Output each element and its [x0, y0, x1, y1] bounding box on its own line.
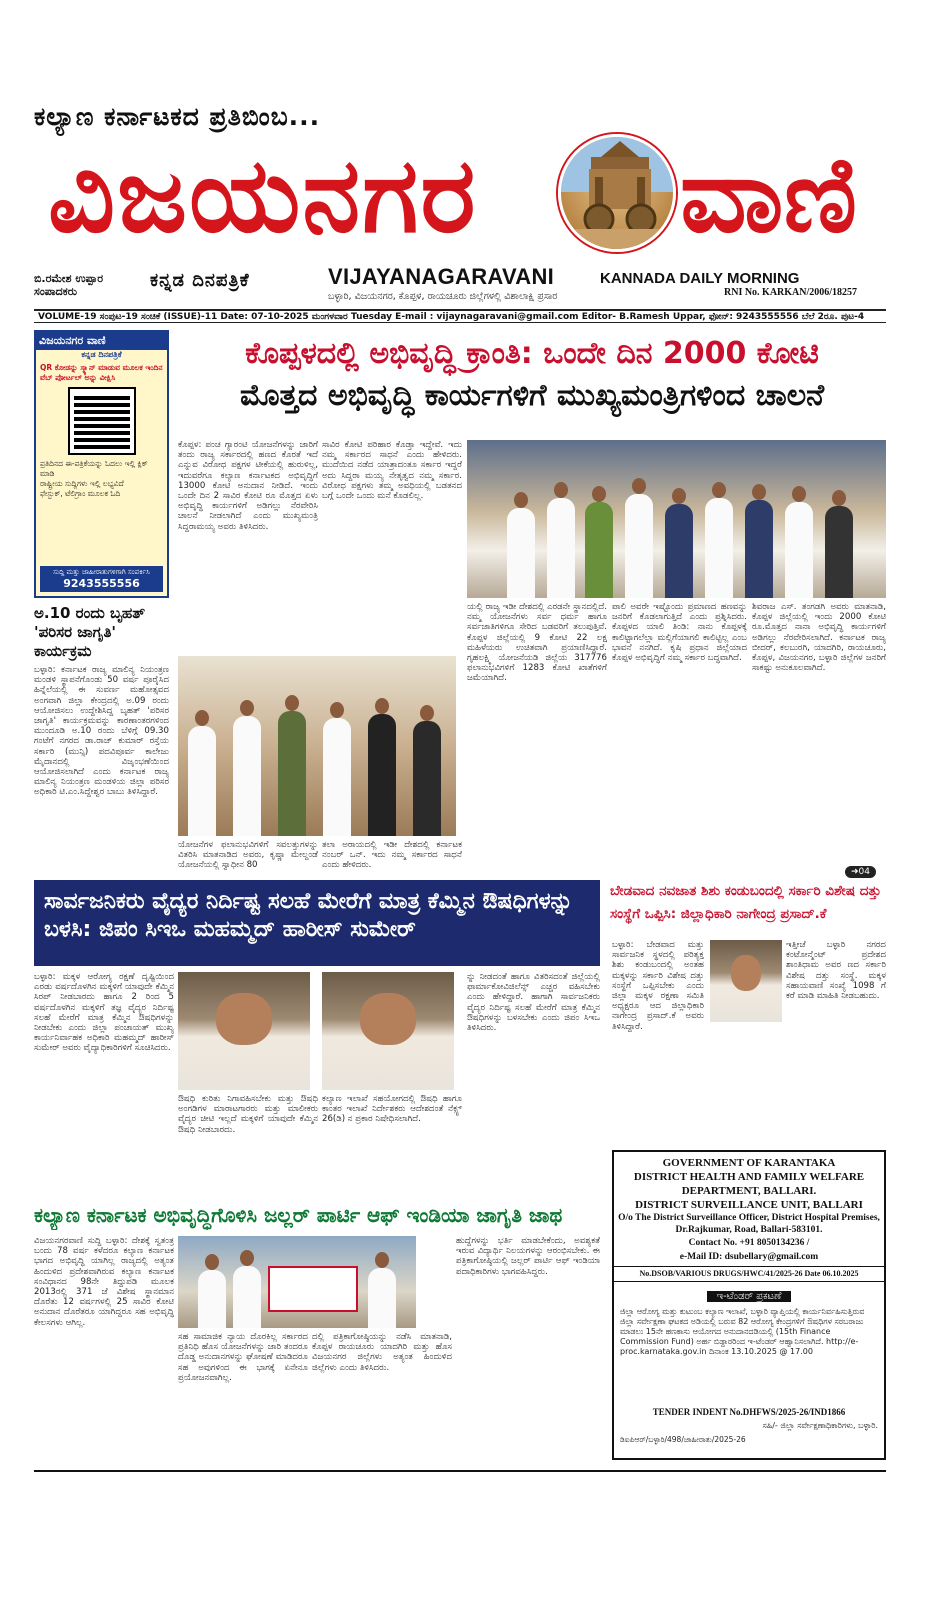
ad-sub: ಕನ್ನಡ ದಿನಪತ್ರಿಕೆ: [81, 350, 122, 359]
main-headline-line1: ಕೊಪ್ಪಳದಲ್ಲಿ ಅಭಿವೃದ್ಧಿ ಕ್ರಾಂತಿ: ಒಂದೇ ದಿನ 2000 ಕೋಟಿ: [245, 336, 819, 371]
cough-syrup-headline: ಸಾರ್ವಜನಿಕರು ವೈದ್ಯರ ನಿರ್ದಿಷ್ಟ ಸಲಹೆ ಮೇರೆಗೆ ಮಾತ್ರ ಕೆಮ್ಮಿನ ಔಷಧಿಗಳನ್ನು ಬಳಸಿ: ಜಿಪಂ ಸಿಇಒ ಮಹಮ್ಮದ್ ಹಾರೀಸ್ ಸುಮೇರ್: [34, 880, 600, 966]
ad-phone: [40, 566, 163, 592]
rally-photo: [178, 1236, 416, 1328]
notice-ref: No.DSOB/VARIOUS DRUGS/HWC/41/2025-26 Date 06.10.2025: [614, 1266, 884, 1282]
main-headline-line2: ಮೊತ್ತದ ಅಭಿವೃದ್ಧಿ ಕಾರ್ಯಗಳಿಗೆ ಮುಖ್ಯಮಂತ್ರಿಗಳಿಂದ ಚಾಲನೆ: [239, 378, 825, 413]
cough-col-1: ಬಳ್ಳಾರಿ: ಮಕ್ಕಳ ಆರೋಗ್ಯ ರಕ್ಷಣೆ ದೃಷ್ಟಿಯಿಂದ ಎರಡು ವರ್ಷದೊಳಗಿನ ಮಕ್ಕಳಿಗೆ ಯಾವುದೇ ಕೆಮ್ಮಿನ ಸಿರಪ್ ನೀಡಬಾರದು ಹಾಗೂ 2 ರಿಂದ 5 ವರ್ಷದೊಳಗಿನ ಮಕ್ಕಳಿಗೆ ತಜ್ಞ ವೈದ್ಯರ ನಿರ್ದಿಷ್ಟ ಸಲಹೆ ಮೇರೆಗೆ ಮಾತ್ರ ಕೆಮ್ಮಿನ ಔಷಧಿಗಳನ್ನು ನೀಡಬೇಕು ಎಂದು ಜಿಲ್ಲಾ ಪಂಚಾಯತ್ ಮುಖ್ಯ ಕಾರ್ಯನಿರ್ವಾಹಕ ಅಧಿಕಾರಿ ಮಹಮ್ಮದ್ ಹಾರೀಸ್ ಸುಮೇರ್ ಅವರು ವೈದ್ಯಾಧಿಕಾರಿಗಳಿಗೆ ಸೂಚಿಸಿದರು.: [34, 972, 174, 1054]
adoption-col-1: ಬಳ್ಳಾರಿ: ಬೇಡವಾದ ಮತ್ತು ಸಾರ್ವಜನಿಕ ಸ್ಥಳದಲ್ಲಿ ಪರಿತ್ಯಕ್ತ ಶಿಶು ಕಂಡುಬಂದಲ್ಲಿ ಅಂತಹ ಮಕ್ಕಳನ್ನು ಸರ್ಕಾರಿ ವಿಶೇಷ ದತ್ತು ಸಂಸ್ಥೆಗೆ ಒಪ್ಪಿಸಬೇಕು ಎಂದು ಜಿಲ್ಲಾ ಮಕ್ಕಳ ರಕ್ಷಣಾ ಸಮಿತಿ ಅಧ್ಯಕ್ಷರೂ ಆದ ಜಿಲ್ಲಾಧಿಕಾರಿ ನಾಗೇಂದ್ರ ಪ್ರಸಾದ್.ಕೆ ಅವರು ತಿಳಿಸಿದ್ದಾರೆ.: [612, 940, 704, 1032]
circulation-region: ಬಳ್ಳಾರಿ, ವಿಜಯನಗರ, ಕೊಪ್ಪಳ, ರಾಯಚೂರು ಜಿಲ್ಲೆಗಳಲ್ಲಿ ವಿಶಾಲಾಕ್ಷಿ ಪ್ರಸಾರ: [328, 291, 558, 302]
cough-col-2: ಔಷಧಿ ಕುರಿತು ನಿಗಾವಹಿಸಬೇಕು ಮತ್ತು ಔಷಧಿ ಅಂಗಡಿಗಳ ಮಾರಾಟಗಾರರು ಮತ್ತು ಮಾಲೀಕರು ವೈದ್ಯರ ಚೀಟಿ ಇಲ್ಲದೆ ಮಕ್ಕಳಿಗೆ ಯಾವುದೇ ಕೆಮ್ಮಿನ ಔಷಧಿ ನೀಡಬಾರದು.: [178, 1094, 318, 1135]
issue-info-bar: VOLUME-19 ಸಂಪುಟ-19 ಸಂಚಿಕೆ (ISSUE)-11 Date: 07-10-2025 ಮಂಗಳವಾರ Tuesday E-mail : vijaynagaravani@gmail.com Editor- B.Ramesh Uppar, ಫೋನ್: 9243555556 ಬೆಲೆ 2ರೂ. ಪುಟ-4: [34, 309, 886, 323]
ad-phone-label: ಸುದ್ದಿ ಮತ್ತು ಜಾಹೀರಾತುಗಳಿಗಾಗಿ ಸಂಪರ್ಕಿಸಿ: [53, 568, 150, 576]
promo-ad: [34, 330, 169, 598]
qr-code-icon[interactable]: [70, 389, 134, 453]
main-col-1: ಕೊಪ್ಪಳ: ಪಂಚ ಗ್ಯಾರಂಟಿ ಯೋಜನೆಗಳನ್ನು ಜಾರಿಗೆ ತಂದು ರಾಜ್ಯ ಸರ್ಕಾರದಲ್ಲಿ ಹಣದ ಕೊರತೆ ಇದೆ ಎನ್ನುವ ವಿರೋಧ ಪಕ್ಷಗಳ ಟೀಕೆಯಲ್ಲಿ ಹುರುಳಿಲ್ಲ, ಇದುವರೆಗೂ ಕಲ್ಯಾಣ ಕರ್ನಾಟಕದ ಅಭಿವೃದ್ಧಿಗೆ 13000 ಕೋಟಿ ಅನುದಾನ ನೀಡಿದೆ. ಇಂದು ಒಂದೇ ದಿನ 2 ಸಾವಿರ ಕೋಟಿ ರೂ ಮೊತ್ತದ ಏಳು ಅಭಿವೃದ್ಧಿ ಕಾರ್ಯಗಳಿಗೆ ಅಡಿಗಲ್ಲು ನೆರವೇರಿಸಿ ಚಾಲನೆ ನೀಡಲಾಗಿದೆ ಎಂದು ಮುಖ್ಯಮಂತ್ರಿ ಸಿದ್ದರಾಮಯ್ಯ ಅವರು ತಿಳಿಸಿದರು.: [178, 440, 318, 532]
footer-rule: [34, 1470, 886, 1472]
left-article-body: ಬಳ್ಳಾರಿ: ಕರ್ನಾಟಕ ರಾಜ್ಯ ಮಾಲಿನ್ಯ ನಿಯಂತ್ರಣ ಮಂಡಳಿ ಸ್ಥಾಪನೆಗೊಂಡು 50 ವರ್ಷ ಪೂರೈಸಿದ ಹಿನ್ನೆಲೆಯಲ್ಲಿ ಈ ಸುವರ್ಣ ಮಹೋತ್ಸವದ ಅಂಗವಾಗಿ ಜಿಲ್ಲಾ ಕೇಂದ್ರದಲ್ಲಿ ಅ.09 ರಂದು ಆಯೋಜಿಸಲು ಉದ್ದೇಶಿಸಿದ್ದ ಬೃಹತ್ 'ಪರಿಸರ ಜಾಗೃತಿ' ಕಾರ್ಯಕ್ರಮವನ್ನು ಕಾರಣಾಂತರಗಳಿಂದ ಮುಂದೂಡಿ ಅ.10 ರಂದು ಬೆಳಿಗ್ಗೆ 09.30 ಗಂಟೆಗೆ ನಗರದ ಡಾ.ರಾಜ್ ಕುಮಾರ್ ರಸ್ತೆಯ ಸರ್ಕಾರಿ (ಮುನ್ಸಿ) ಪದವಿಪೂರ್ವ ಕಾಲೇಜು ಮೈದಾನದಲ್ಲಿ ವಿಜೃಂಭಣೆಯಿಂದ ಆಯೋಜಿಸಲಾಗಿದೆ ಎಂದು ಕರ್ನಾಟಕ ರಾಜ್ಯ ಮಾಲಿನ್ಯ ನಿಯಂತ್ರಣ ಮಂಡಳಿಯ ಜಿಲ್ಲಾ ಪರಿಸರ ಅಧಿಕಾರಿ ಟಿ.ಎಂ.ಸಿದ್ದೇಶ್ವರ ಬಾಬು ತಿಳಿಸಿದ್ದಾರೆ.: [34, 665, 169, 798]
ad-qr-label: QR ಕೋಡನ್ನು ಸ್ಕ್ಯಾನ್ ಮಾಡುವ ಮೂಲಕ ಇಂದಿನ ವೆಬ್ ಪೋರ್ಟಲ್ ಅನ್ನು ವೀಕ್ಷಿಸಿ: [40, 363, 163, 382]
tender-notice: [612, 1150, 886, 1460]
mid-col-1: ಯೋಜನೆಗಳ ಫಲಾನುಭವಿಗಳಿಗೆ ಸವಲತ್ತುಗಳನ್ನು ವಿತರಿಸಿ ಮಾತನಾಡಿದ ಅವರು, ಕೃಷ್ಣಾ ಮೇಲ್ದಂಡೆ ಯೋಜನೆಯಲ್ಲಿ ಸ್ವಾಧೀನ 80: [178, 840, 318, 871]
paper-type: ಕನ್ನಡ ದಿನಪತ್ರಿಕೆ: [150, 270, 250, 291]
mid-col-3: ಯಲ್ಲಿ ರಾಜ್ಯ ಇಡೀ ದೇಶದಲ್ಲಿ ಎರಡನೇ ಸ್ಥಾನದಲ್ಲಿದೆ. ನಮ್ಮ ಯೋಜನೆಗಳು ಸರ್ವ ಧರ್ಮ ಹಾಗೂ ಸರ್ವಜಾತಿಗಳಿಗೂ ಸೇರಿದ ಬಡವರಿಗೆ ತಲುಪುತ್ತಿವೆ. ಕೊಪ್ಪಳ ಜಿಲ್ಲೆಯಲ್ಲಿ 9 ಕೋಟಿ 22 ಲಕ್ಷ ಮಹಿಳೆಯರು ಉಚಿತವಾಗಿ ಪ್ರಯಾಣಿಸಿದ್ದಾರೆ. ಗೃಹಲಕ್ಷ್ಮಿ ಯೋಜನೆಯಡಿ ಜಿಲ್ಲೆಯ 317776 ಫಲಾನುಭವಿಗಳಿಗೆ 1283 ಕೋಟಿ ಖಾತೆಗಳಿಗೆ ಜಮೆಯಾಗಿದೆ.: [467, 602, 607, 684]
ad-head: ವಿಜಯನಗರ ವಾಣಿ: [36, 332, 167, 350]
notice-tender: TENDER INDENT No.DHFWS/2025-26/IND1866: [652, 1407, 846, 1417]
editor-role: ಸಂಪಾದಕರು: [34, 285, 78, 298]
notice-sign: ಸಹಿ/- ಜಿಲ್ಲಾ ಸರ್ವೇಕ್ಷಣಾಧಿಕಾರಿಗಳು, ಬಳ್ಳಾರಿ.: [762, 1421, 878, 1430]
notice-contact: Contact No. +91 8050134236 /: [688, 1238, 810, 1248]
masthead-left: ವಿಜಯನಗರ: [48, 134, 478, 256]
notice-office: O/o The District Surveillance Officer, District Hospital Premises, Dr.Rajkumar, Road, Ballari-583101.: [618, 1213, 880, 1235]
infant-adoption-headline: ಬೇಡವಾದ ನವಜಾತ ಶಿಶು ಕಂಡುಬಂದಲ್ಲಿ ಸರ್ಕಾರಿ ವಿಶೇಷ ದತ್ತು ಸಂಸ್ಥೆಗೆ ಒಪ್ಪಿಸಿ: ಜಿಲ್ಲಾಧಿಕಾರಿ ನಾಗೇಂದ್ರ ಪ್ರಸಾದ್.ಕೆ: [610, 883, 882, 922]
band-col-4: ಹುದ್ದೆಗಳನ್ನು ಭರ್ತಿ ಮಾಡಬೇಕೆಂದು, ಅವಶ್ಯಕತೆ ಇರುವ ವಿದ್ಯಾರ್ಥಿ ನಿಲಯಗಳನ್ನು ಆರಂಭಿಸಬೇಕು. ಈ ಪತ್ರಿಕಾಗೋಷ್ಠಿಯಲ್ಲಿ ಜಲ್ಲರ್ ಪಾರ್ಟಿ ಆಫ್ ಇಂಡಿಯಾ ಪದಾಧಿಕಾರಿಗಳು ಭಾಗವಹಿಸಿದ್ದರು.: [456, 1236, 600, 1277]
ad-line-1: ಪ್ರತಿದಿನದ ಈ-ಪತ್ರಿಕೆಯನ್ನು ಓದಲು ಇಲ್ಲಿ ಕ್ಲಿಕ್ ಮಾಡಿ: [40, 459, 148, 478]
rni-number: RNI No. KARKAN/2006/18257: [724, 287, 858, 298]
band-col-1: ವಿಜಯನಗರವಾಣಿ ಸುದ್ದಿ ಬಳ್ಳಾರಿ: ದೇಶಕ್ಕೆ ಸ್ವತಂತ್ರ ಬಂದು 78 ವರ್ಷ ಕಳೆದರೂ ಕಲ್ಯಾಣ ಕರ್ನಾಟಕ ಭಾಗದ ಅಭಿವೃದ್ಧಿ ಯಾಗಿಲ್ಲ ರಾಜ್ಯದಲ್ಲಿ ಅತ್ಯಂತ ಹಿಂದುಳಿದ ಪ್ರದೇಶವಾಗಿರುವ ಕಲ್ಯಾಣ ಕರ್ನಾಟಕ ಸಂವಿಧಾನದ 98ನೇ ತಿದ್ದುಪಡಿ ಮೂಲಕ 2013ರಲ್ಲಿ 371 ಜೆ ವಿಶೇಷ ಸ್ಥಾನಮಾನ ದೊರೆತು 12 ವರ್ಷಗಳಲ್ಲಿ 25 ಸಾವಿರ ಕೋಟಿ ಅನುದಾನ ದೊರೆತರೂ ಯಾಗಿದ್ದರೂ ಸಹ ಅಭಿವೃದ್ಧಿ ಕೇಲಸಗಳು ಆಗಿಲ್ಲ.: [34, 1236, 174, 1328]
jalar-party-headline: ಕಲ್ಯಾಣ ಕರ್ನಾಟಕ ಅಭಿವೃದ್ಧಿಗೊಳಿಸಿ ಜಲ್ಲರ್ ಪಾರ್ಟಿ ಆಫ್ ಇಂಡಿಯಾ ಜಾಗೃತಿ ಜಾಥ: [34, 1203, 563, 1227]
mid-col-5: ಶಿವರಾಜ ಎಸ್. ತಂಗಡಗಿ ಅವರು ಮಾತನಾಡಿ, ಕೊಪ್ಪಳ ಜಿಲ್ಲೆಯಲ್ಲಿ ಇಂದು 2000 ಕೋಟಿ ರೂ.ಮೊತ್ತದ ನಾನಾ ಅಭಿವೃದ್ಧಿ ಕಾರ್ಯಗಳಿಗೆ ಅಡಿಗಲ್ಲು ನೆರವೇರಿಸಲಾಗಿದೆ. ಕರ್ನಾಟಕ ರಾಜ್ಯ ಬೀದರ್, ಕಲಬುರಗಿ, ಯಾದಗಿರಿ, ರಾಯಚೂರು, ಕೊಪ್ಪಳ, ವಿಜಯನಗರ, ಬಳ್ಳಾರಿ ಜಿಲ್ಲೆಗಳ ಜನರಿಗೆ ಸಾಕಷ್ಟು ಅನುಕೂಲವಾಗಿದೆ.: [752, 602, 886, 674]
notice-gov: GOVERNMENT OF KARANTAKA: [662, 1157, 836, 1169]
notice-unit: DISTRICT SURVEILLANCE UNIT, BALLARI: [635, 1199, 863, 1211]
left-article: [34, 604, 169, 874]
main-col-2: ಸಾವಿರ ಕೋಟಿ ಪರಿಹಾರ ಕೊಡ್ತಾ ಇದ್ದೇವೆ. ಇದು ನಮ್ಮ ಸರ್ಕಾರದ ಸಾಧನೆ ಎಂದು ಹೇಳಿದರು. ಮುದೆಯಿದ ನಡೆದ ಯಾತ್ರಾದಂತೂ ಸರ್ಕಾರ ಇದ್ದರೆ ಅದು ಸಿದ್ದರಾ ಮಯ್ಯ ನೇತೃತ್ವದ ನಮ್ಮ ಸರ್ಕಾರ. ವಿರೋಧ ಪಕ್ಷಗಳು ತಮ್ಮ ಅವಧಿಯಲ್ಲಿ ಬಡತನದ ಬಗ್ಗೆ ಒಂದೇ ಒಂದು ಮನೆ ಕೊಡಲಿಲ್ಲ.: [322, 440, 462, 502]
continued-page-badge[interactable]: ➜04: [845, 866, 876, 878]
english-title: VIJAYANAGARAVANI: [328, 264, 555, 289]
masthead-right: ವಾಣಿ: [680, 134, 858, 256]
masthead: [48, 126, 884, 264]
cough-col-3: ಕಲ್ಯಾಣ ಇಲಾಖೆ ಸಹಯೋಗದಲ್ಲಿ ಔಷಧಿ ಹಾಗೂ ಕಾಂತರ ಇಲಾಖೆ ನಿರ್ದೇಶಕರು ಆದೇಶದಂತೆ ನೆಕ್ಸ್ಟ್ 26(ಡಿ) ನ ಪ್ರಕಾರ ನಿಷೇಧಿಸಲಾಗಿದೆ.: [322, 1094, 462, 1125]
main-headline: [178, 333, 886, 417]
ad-line-2: ರಾಷ್ಟ್ರೀಯ ಸುದ್ದಿಗಳು ಇಲ್ಲಿ ಲಭ್ಯವಿದೆ: [40, 479, 124, 488]
cough-col-4: ನ್ನು ನೀಡದಂತೆ ಹಾಗೂ ವಿತರಿಸದಂತೆ ಜಿಲ್ಲೆಯಲ್ಲಿ ಫಾರ್ಮಾಕೋವಿಜಿಲೆನ್ಸ್ ಎಚ್ಚರ ವಹಿಸಬೇಕು ಎಂದು ಹೇಳಿದ್ದಾರೆ. ಹಾಗಾಗಿ ಸಾರ್ವಜನಿಕರು ವೈದ್ಯರ ನಿರ್ದಿಷ್ಟ ಸಲಹೆ ಮೇರೆಗೆ ಮಾತ್ರ ಕೆಮ್ಮಿನ ಔಷಧಿಗಳನ್ನು ಬಳಸಬೇಕು ಎಂದು ಜಿಪಂ ಸಿಇಒ ತಿಳಿಸಿದರು.: [467, 972, 600, 1034]
band-col-3: ದಲ್ಲಿ ಪತ್ರಿಕಾಗೋಷ್ಠಿಯನ್ನು ನಡೆಸಿ ಮಾತನಾಡಿ, ಕೊಪ್ಪಳ ರಾಯಚೂರು ಯಾದಗಿರಿ ಮತ್ತು ಹೊಸ ವಿಜಯನಗರ ಜಿಲ್ಲೆಗಳು ಅತ್ಯಂತ ಹಿಂದುಳಿದ ಜಿಲ್ಲೆಗಳು ಎಂದು ತಿಳಿಸಿದರು.: [312, 1332, 452, 1373]
adoption-col-2: ಇತ್ತೀಚೆ ಬಳ್ಳಾರಿ ನಗರದ ಕಂಟೋನ್ಮೆಂಟ್ ಪ್ರದೇಶದ ಶಾಂತಿಧಾಮ ಅವರ ಣದ ಸರ್ಕಾರಿ ವಿಶೇಷ ದತ್ತು ಸಂಸ್ಥೆ. ಮಕ್ಕಳ ಸಹಾಯವಾಣಿ ಸಂಖ್ಯೆ 1098 ಗೆ ಕರೆ ಮಾಡಿ ಮಾಹಿತಿ ನೀಡಬಹುದು.: [786, 940, 886, 1002]
left-article-title: ಅ.10 ರಂದು ಬೃಹತ್ 'ಪರಿಸರ ಜಾಗೃತಿ' ಕಾರ್ಯಕ್ರಮ: [34, 604, 146, 660]
main-photo: [467, 440, 886, 598]
mid-col-4: ಪಾಲಿ ಅವರೇ ಇಷ್ಟೊಂದು ಪ್ರಮಾಣದ ಹಣವನ್ನು ಜನರಿಗೆ ಕೊಡಲಾಗುತ್ತಿದೆ ಎಂದು ಪ್ರಶ್ನಿಸಿದರು. ಕೊಪ್ಪಳದ ಯಾಲಿ ತಿಂಡಿ: ನಾನು ಕೊಪ್ಪಳಕ್ಕೆ ಕಾಲಿಟ್ಟಾಗಲೆಲ್ಲಾ ಮಲ್ಲಿಗೆಯಾಗಲಿ ಕಾಲಿಟ್ಟಿಲ್ಲ ಎಂಬ ಭಾವನೆ ನನಗಿದೆ. ಕೃಷಿ ಪ್ರಧಾನ ಜಿಲ್ಲೆಯಾದ ಕೊಪ್ಪಳ ಅಭಿವೃದ್ಧಿಗೆ ನಮ್ಮ ಸರ್ಕಾರ ಬದ್ಧವಾಗಿದೆ.: [612, 602, 747, 664]
mid-col-2: ತಲಾ ಅರಾಯದಲ್ಲಿ ಇಡೀ ದೇಶದಲ್ಲಿ ಕರ್ನಾಟಕ ನಂಬರ್ ಒನ್. ಇದು ನಮ್ಮ ಸರ್ಕಾರದ ಸಾಧನೆ ಎಂದು ಹೇಳಿದರು.: [322, 840, 462, 871]
band-col-2: ಸಹ ಸಾಮಾಜಿಕ ನ್ಯಾಯ ದೊರಕಿಲ್ಲ ಸರ್ಕಾರದ ಪ್ರತಿನಿಧಿ ಹೊಸ ಯೋಜನೆಗಳನ್ನು ಜಾರಿ ತಂದರೂ ದೊಡ್ಡ ಅನುದಾನಗಳನ್ನು ಘೋಷಣೆ ಮಾಡಿದರೂ ಸಹ ಅವುಗಳಿಂದ ಈ ಭಾಗಕ್ಕೆ ಏನೇನೂ ಪ್ರಯೋಜನವಾಗಿಲ್ಲ.: [178, 1332, 308, 1383]
notice-email: e-Mail ID: dsubellary@gmail.com: [679, 1252, 819, 1262]
editor-block: [34, 272, 103, 298]
notice-body: ಜಿಲ್ಲಾ ಆರೋಗ್ಯ ಮತ್ತು ಕುಟುಂಬ ಕಲ್ಯಾಣ ಇಲಾಖೆ, ಬಳ್ಳಾರಿ ವ್ಯಾಪ್ತಿಯಲ್ಲಿ ಕಾರ್ಯನಿರ್ವಹಿಸುತ್ತಿರುವ ಜಿಲ್ಲಾ ಸರ್ವೇಕ್ಷಣಾ ಘಟಕದ ಅಡಿಯಲ್ಲಿ ಬರುವ 82 ಆರೋಗ್ಯ ಕೇಂದ್ರಗಳಿಗೆ ಔಷಧಿಗಳ ಸರಬರಾಜು ಮಾಡಲು 15ನೇ ಹಣಕಾಸು ಆಯೋಗದ ಅನುದಾನದಡಿಯಲ್ಲಿ (15th Finance Commission Fund) ಅರ್ಹ ಬಿಡ್ದಾರರಿಂದ ಇ-ಟೆಂಡರ್ ಆಹ್ವಾನಿಸಲಾಗಿದೆ. http://e-proc.karnataka.gov.in ದಿನಾಂಕ 13.10.2025 @ 17.00: [620, 1307, 865, 1356]
official-portrait: [322, 972, 454, 1090]
collector-portrait: [710, 940, 782, 1022]
ad-phone-number: 9243555556: [63, 577, 140, 590]
ceo-portrait: [178, 972, 310, 1090]
notice-dept: DISTRICT HEALTH AND FAMILY WELFARE DEPARTMENT, BALLARI.: [633, 1171, 865, 1197]
lamp-lighting-photo: [178, 656, 456, 836]
editor-name: ಬಿ.ರಮೇಶ ಉಪ್ಪಾರ: [34, 272, 104, 285]
tagline: ಕಲ್ಯಾಣ ಕರ್ನಾಟಕದ ಪ್ರತಿಬಿಂಬ...: [34, 102, 321, 131]
english-subtitle: KANNADA DAILY MORNING: [600, 270, 800, 287]
notice-foot: ಡಿಐಪಿಆರ್/ಬಳ್ಳಾರಿ/498/ಜಾಹೀರಾತು/2025-26: [620, 1435, 746, 1444]
ad-line-3: ಫೇಸ್ಬುಕ್, ಟೆಲಿಗ್ರಾಂ ಮೂಲಕ ಓದಿ: [40, 489, 121, 498]
notice-title: ಇ-ಟೆಂಡರ್ ಪ್ರಕಟಣೆ: [707, 1291, 792, 1302]
hampi-chariot-emblem: [558, 134, 676, 252]
